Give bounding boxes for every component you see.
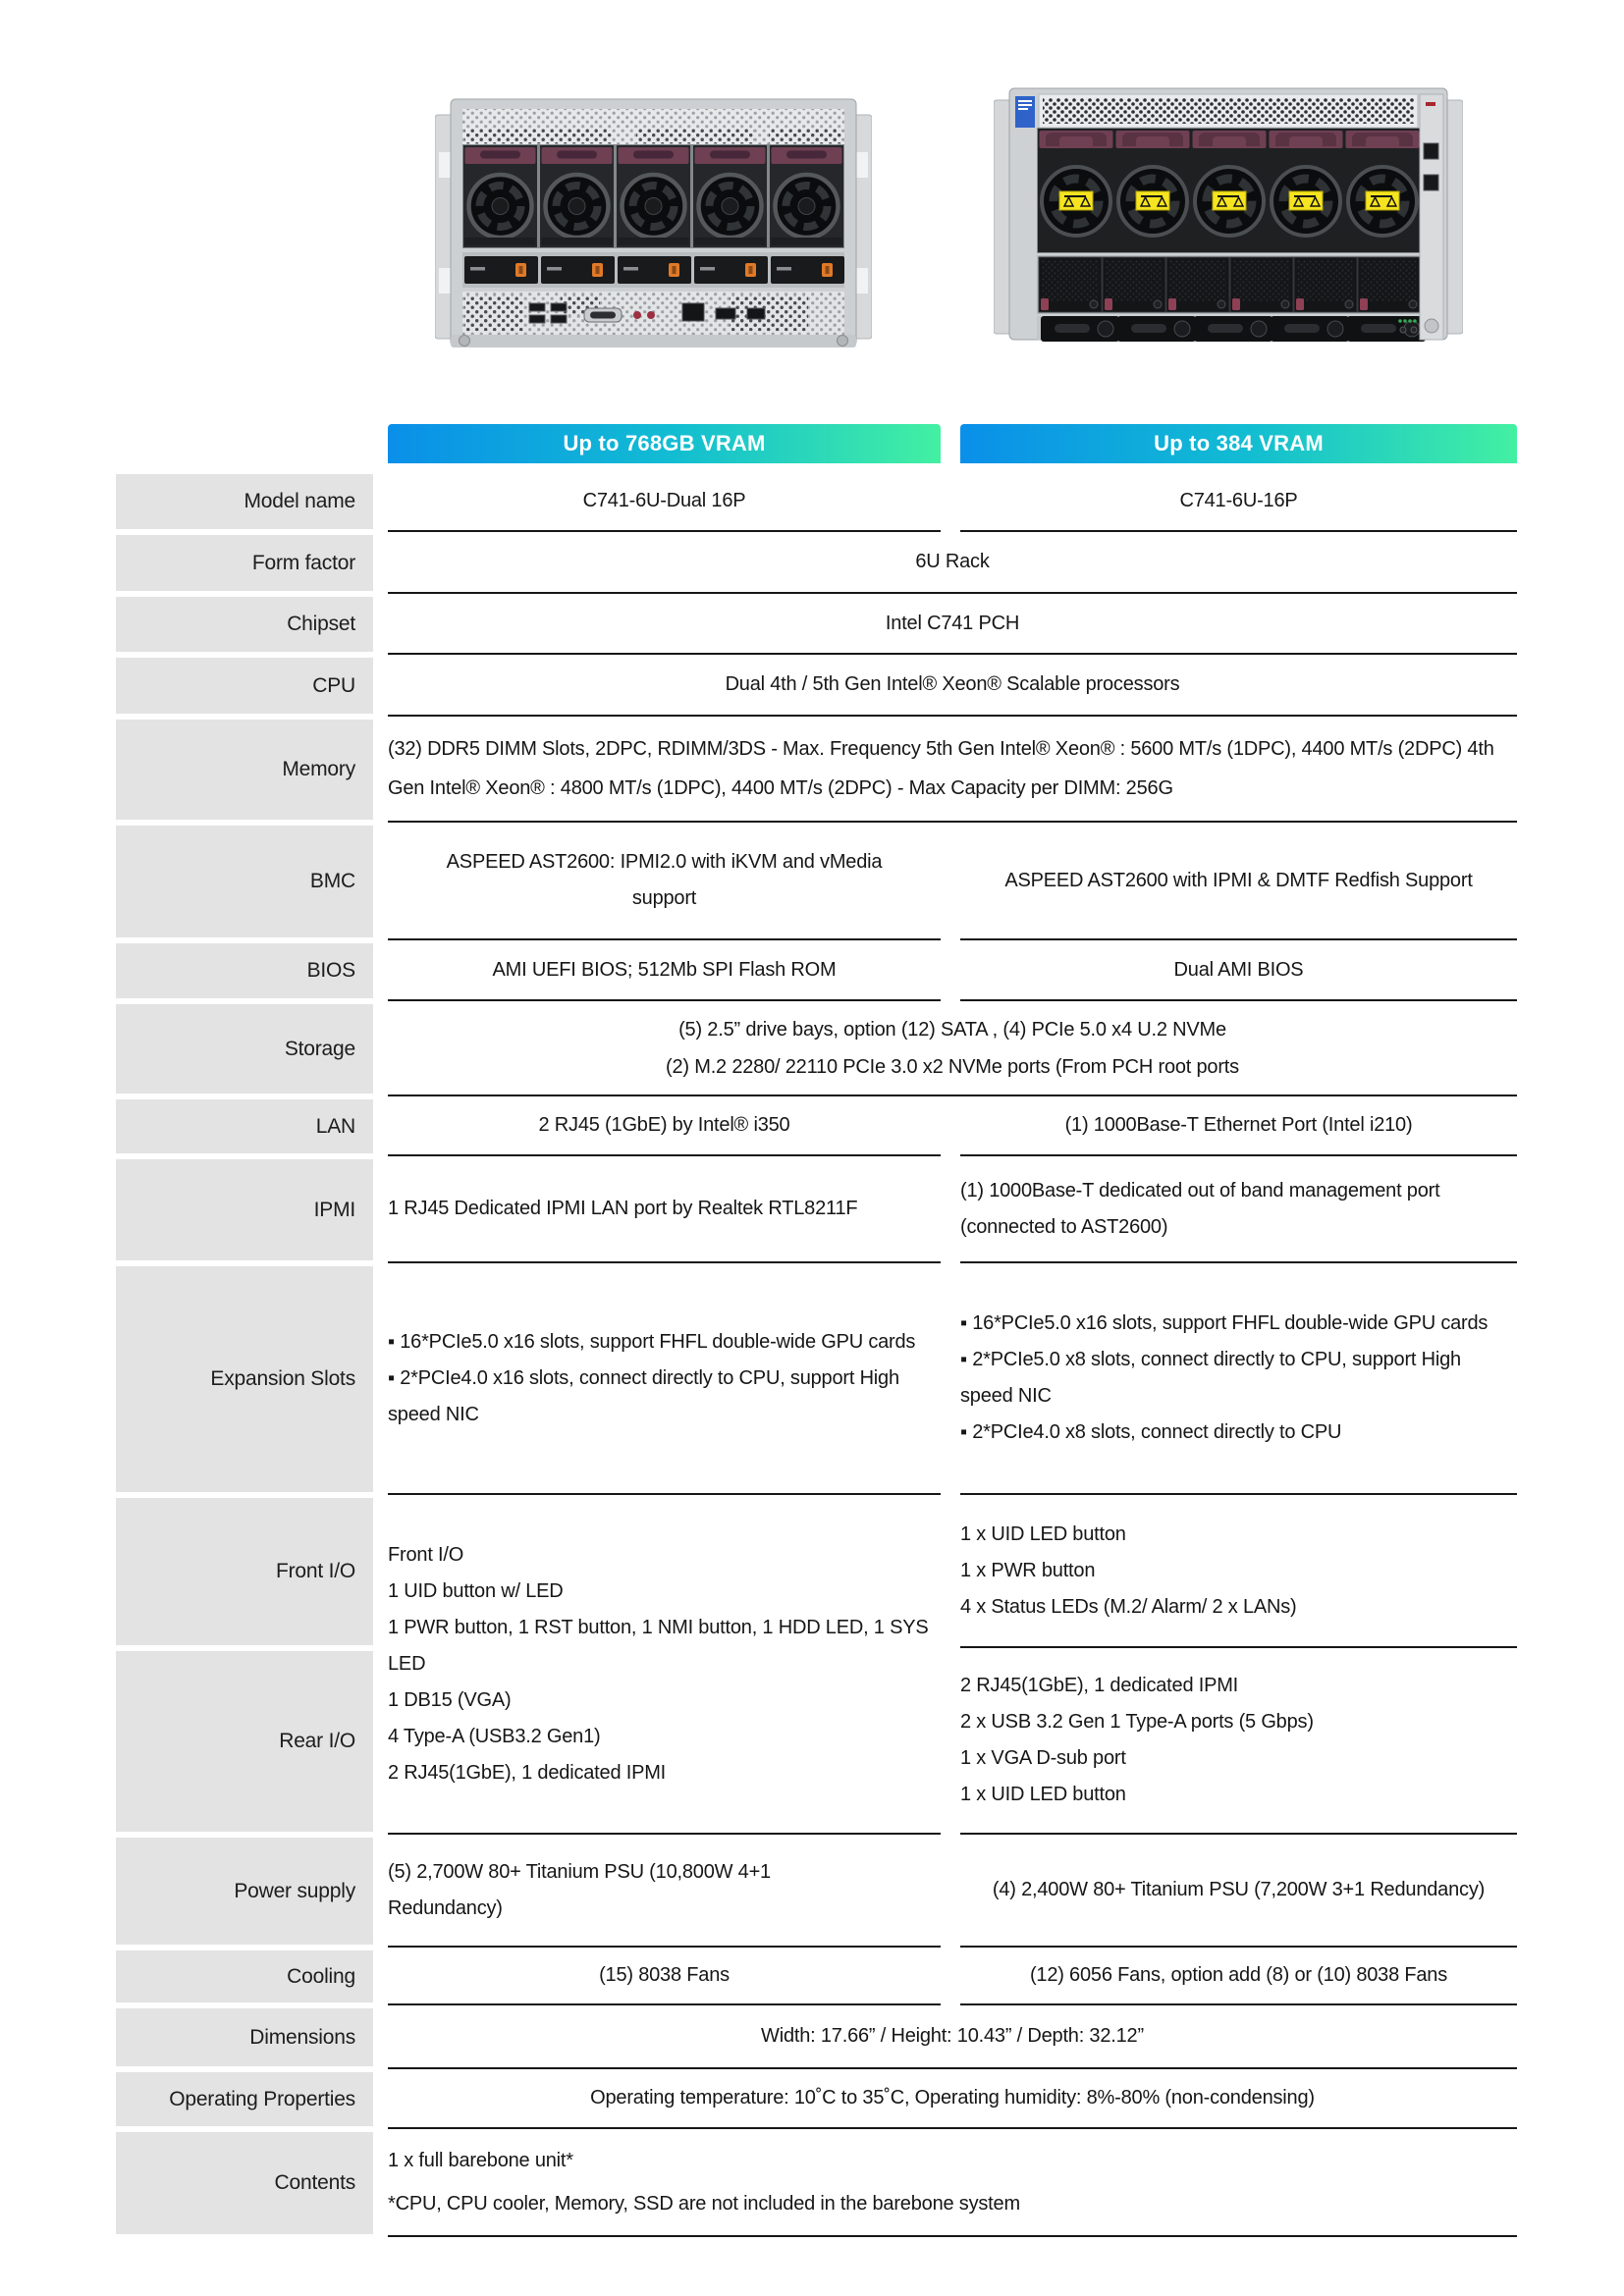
cell-ipmi-left: 1 RJ45 Dedicated IPMI LAN port by Realtek RTL8211F	[388, 1156, 941, 1263]
cell-front-io-right	[960, 1495, 1517, 1648]
cell-model-name-left: C741-6U-Dual 16P	[388, 471, 941, 532]
spec-line: 2 x USB 3.2 Gen 1 Type-A ports (5 Gbps)	[960, 1711, 1314, 1733]
cell-expansion-left	[388, 1263, 941, 1495]
cell-contents	[388, 2129, 1517, 2237]
led-indicator	[633, 311, 641, 319]
cell-operating-properties: Operating temperature: 10˚C to 35˚C, Operating humidity: 8%-80% (non-condensing)	[388, 2069, 1517, 2129]
rear-top-vent	[1039, 94, 1418, 128]
spec-line: ▪ 2*PCIe4.0 x8 slots, connect directly to CPU	[960, 1421, 1342, 1443]
cell-cpu: Dual 4th / 5th Gen Intel® Xeon® Scalable processors	[388, 655, 1517, 717]
row-label-model-name: Model name	[116, 471, 373, 532]
cell-form-factor: 6U Rack	[388, 532, 1517, 594]
row-label-contents: Contents	[116, 2129, 373, 2237]
cell-lan-right: (1) 1000Base-T Ethernet Port (Intel i210)	[960, 1096, 1517, 1156]
row-label-expansion-slots: Expansion Slots	[116, 1263, 373, 1495]
vga-port-icon	[584, 308, 622, 322]
rj45-port-icon	[682, 303, 704, 321]
front-fan-modules	[462, 144, 844, 248]
row-label-ipmi: IPMI	[116, 1156, 373, 1263]
spec-line: 1 DB15 (VGA)	[388, 1688, 512, 1711]
brand-label	[1015, 96, 1035, 128]
spec-line: 4 Type-A (USB3.2 Gen1)	[388, 1725, 601, 1747]
id-port-icon	[747, 308, 765, 319]
cell-cooling-right: (12) 6056 Fans, option add (8) or (10) 8038 Fans	[960, 1948, 1517, 2005]
server-rear-photo	[994, 82, 1463, 349]
row-label-bmc: BMC	[116, 823, 373, 940]
cell-ipmi-right: (1) 1000Base-T dedicated out of band management port (connected to AST2600)	[960, 1156, 1517, 1263]
rear-bottom-trays	[1037, 316, 1426, 342]
led-indicator	[647, 311, 655, 319]
cell-power-right: (4) 2,400W 80+ Titanium PSU (7,200W 3+1 Redundancy)	[960, 1835, 1517, 1948]
spec-line: 2 RJ45(1GbE), 1 dedicated IPMI	[388, 1761, 667, 1784]
row-label-memory: Memory	[116, 717, 373, 823]
cell-cooling-left: (15) 8038 Fans	[388, 1948, 941, 2005]
psu-modules	[1037, 255, 1421, 314]
row-label-cooling: Cooling	[116, 1948, 373, 2005]
spec-line: (2) M.2 2280/ 22110 PCIe 3.0 x2 NVMe ports (From PCH root ports	[666, 1055, 1239, 1078]
cell-memory: (32) DDR5 DIMM Slots, 2DPC, RDIMM/3DS - Max. Frequency 5th Gen Intel® Xeon® : 5600 MT/s (1DPC), 4400 MT/s (2DPC) 4th Gen Intel® Xeon® : 4800 MT/s (1DPC), 4400 MT/s (2DPC) - Max Capacity per DIMM: 256G	[388, 717, 1517, 823]
spec-line: 1 PWR button, 1 RST button, 1 NMI button, 1 HDD LED, 1 SYS LED	[388, 1616, 929, 1675]
spec-line: 2 RJ45(1GbE), 1 dedicated IPMI	[960, 1675, 1239, 1696]
spec-line: ▪ 16*PCIe5.0 x16 slots, support FHFL double-wide GPU cards	[388, 1330, 916, 1353]
cell-expansion-right	[960, 1263, 1517, 1495]
row-label-chipset: Chipset	[116, 594, 373, 655]
cell-dimensions: Width: 17.66” / Height: 10.43” / Depth: 32.12”	[388, 2005, 1517, 2069]
spec-table	[116, 471, 1517, 2237]
cell-power-left: (5) 2,700W 80+ Titanium PSU (10,800W 4+1 Redundancy)	[388, 1835, 941, 1948]
spec-line: Front I/O	[388, 1543, 464, 1566]
rear-fan-modules	[1037, 128, 1421, 253]
spec-line: 1 x full barebone unit*	[388, 2150, 573, 2171]
cell-chipset: Intel C741 PCH	[388, 594, 1517, 655]
spec-line: 1 x VGA D-sub port	[960, 1747, 1126, 1769]
front-bottom-rail	[451, 335, 856, 347]
row-label-storage: Storage	[116, 1001, 373, 1096]
cell-lan-left: 2 RJ45 (1GbE) by Intel® i350	[388, 1096, 941, 1156]
front-io-panel	[462, 292, 844, 335]
cell-bmc-left: ASPEED AST2600: IPMI2.0 with iKVM and vMedia support	[388, 823, 941, 940]
row-label-lan: LAN	[116, 1096, 373, 1156]
row-label-dimensions: Dimensions	[116, 2005, 373, 2069]
cell-bios-right: Dual AMI BIOS	[960, 940, 1517, 1001]
cell-model-name-right: C741-6U-16P	[960, 471, 1517, 532]
spec-line: 1 x UID LED button	[960, 1784, 1126, 1805]
id-port-icon	[716, 308, 735, 319]
spec-line: 1 x UID LED button	[960, 1522, 1126, 1545]
front-drive-bays	[462, 252, 844, 288]
spec-line: 1 UID button w/ LED	[388, 1579, 564, 1602]
cell-bmc-right: ASPEED AST2600 with IPMI & DMTF Redfish Support	[960, 823, 1517, 940]
spec-line: 1 x PWR button	[960, 1559, 1096, 1581]
row-label-rear-io: Rear I/O	[116, 1648, 373, 1835]
row-label-power-supply: Power supply	[116, 1835, 373, 1948]
rear-mgmt-ports	[1420, 94, 1443, 340]
spec-line: 4 x Status LEDs (M.2/ Alarm/ 2 x LANs)	[960, 1595, 1297, 1618]
row-label-form-factor: Form factor	[116, 532, 373, 594]
rj45-port-icon	[1424, 143, 1438, 159]
spec-line: ▪ 16*PCIe5.0 x16 slots, support FHFL double-wide GPU cards	[960, 1312, 1489, 1334]
spec-line: ▪ 2*PCIe4.0 x16 slots, connect directly to CPU, support High speed NIC	[388, 1366, 899, 1425]
front-top-vent	[462, 109, 844, 144]
cell-rear-io-right	[960, 1648, 1517, 1835]
spec-line: (5) 2.5” drive bays, option (12) SATA , (4) PCIe 5.0 x4 U.2 NVMe	[678, 1018, 1226, 1041]
spec-line: *CPU, CPU cooler, Memory, SSD are not included in the barebone system	[388, 2193, 1020, 2215]
row-label-cpu: CPU	[116, 655, 373, 717]
banner-left-vram: Up to 768GB VRAM	[388, 424, 941, 463]
server-front-photo	[435, 93, 872, 354]
rj45-port-icon	[1424, 175, 1438, 190]
row-label-operating-properties: Operating Properties	[116, 2069, 373, 2129]
banner-right-vram: Up to 384 VRAM	[960, 424, 1517, 463]
cell-storage	[388, 1001, 1517, 1096]
row-label-front-io: Front I/O	[116, 1495, 373, 1648]
spec-line: ▪ 2*PCIe5.0 x8 slots, connect directly to CPU, support High speed NIC	[960, 1349, 1461, 1407]
cell-bios-left: AMI UEFI BIOS; 512Mb SPI Flash ROM	[388, 940, 941, 1001]
cell-front-rear-io-left	[388, 1495, 941, 1835]
row-label-bios: BIOS	[116, 940, 373, 1001]
